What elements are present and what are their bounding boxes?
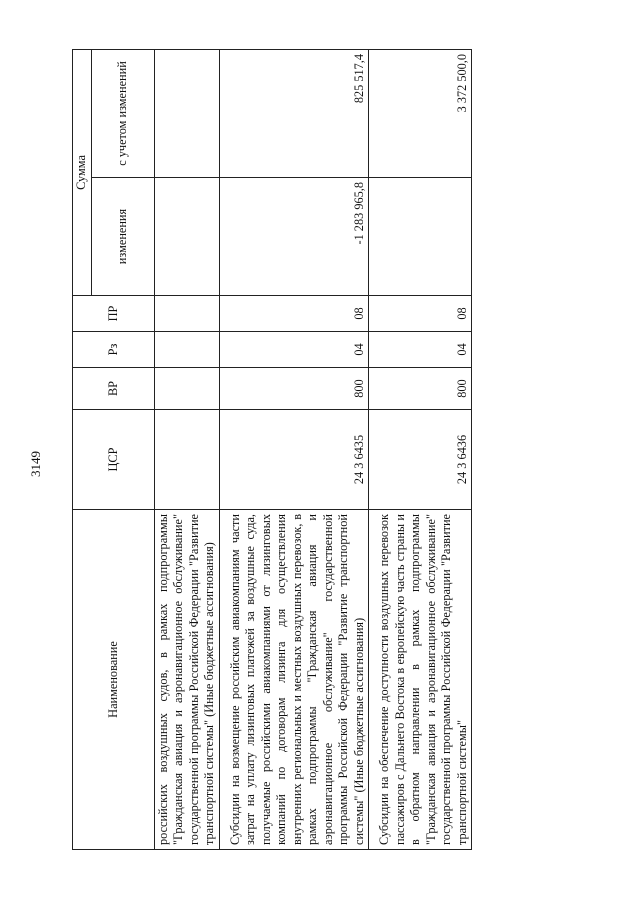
header-pr: ПР bbox=[73, 296, 155, 332]
row-change bbox=[369, 178, 472, 296]
row-with-change: 825 517,4 bbox=[219, 49, 369, 177]
table-row bbox=[369, 49, 472, 849]
row-name: Субсидии на обеспечение доступности воздушных перевозок пассажиров с Дальнего Востока в европейскую часть страны и в обратном направлении в рамках подпрограммы "Гражданская авиация и аэронавигационное обслуживание" государственной программы Российской Федерации "Развитие транспортной системы" bbox=[369, 510, 472, 850]
row-vr: 800 bbox=[369, 368, 472, 410]
table-row bbox=[219, 49, 369, 849]
row-pr: 08 bbox=[369, 296, 472, 332]
rotated-table-container bbox=[72, 50, 592, 850]
row-rz: 04 bbox=[219, 332, 369, 368]
header-with-change: с учетом изменений bbox=[91, 49, 154, 177]
header-name: Наименование bbox=[73, 510, 155, 850]
page-number: 3149 bbox=[28, 451, 43, 477]
header-change: изменения bbox=[91, 178, 154, 296]
header-csr: ЦСР bbox=[73, 410, 155, 510]
header-vr: ВР bbox=[73, 368, 155, 410]
table-row bbox=[154, 49, 219, 849]
row-rz bbox=[154, 332, 219, 368]
row-pr bbox=[154, 296, 219, 332]
row-vr bbox=[154, 368, 219, 410]
row-change: -1 283 965,8 bbox=[219, 178, 369, 296]
row-pr: 08 bbox=[219, 296, 369, 332]
row-name: Субсидии на возмещение российским авиакомпаниям части затрат на уплату лизинговых платежей за воздушные суда, получаемые российскими авиакомпаниями от лизинговых компаний по договорам лизинга для осуществления внутренних региональных и местных воздушных перевозок, в рамках подпрограммы "Гражданская авиация и аэронавигационное обслуживание" государственной программы Российской Федерации "Развитие транспортной системы" (Иные бюджетные ассигнования) bbox=[219, 510, 369, 850]
row-csr bbox=[154, 410, 219, 510]
header-rz: Рз bbox=[73, 332, 155, 368]
row-change bbox=[154, 178, 219, 296]
row-csr: 24 3 6435 bbox=[219, 410, 369, 510]
row-with-change: 3 372 500,0 bbox=[369, 49, 472, 177]
row-name: российских воздушных судов, в рамках подпрограммы "Гражданская авиация и аэронавигационное обслуживание" государственной программы Российской Федерации "Развитие транспортной системы" (Иные бюджетные ассигнования) bbox=[154, 510, 219, 850]
row-csr: 24 3 6436 bbox=[369, 410, 472, 510]
row-rz: 04 bbox=[369, 332, 472, 368]
row-with-change bbox=[154, 49, 219, 177]
row-vr: 800 bbox=[219, 368, 369, 410]
budget-table bbox=[72, 49, 472, 850]
header-sum: Сумма bbox=[73, 49, 92, 295]
